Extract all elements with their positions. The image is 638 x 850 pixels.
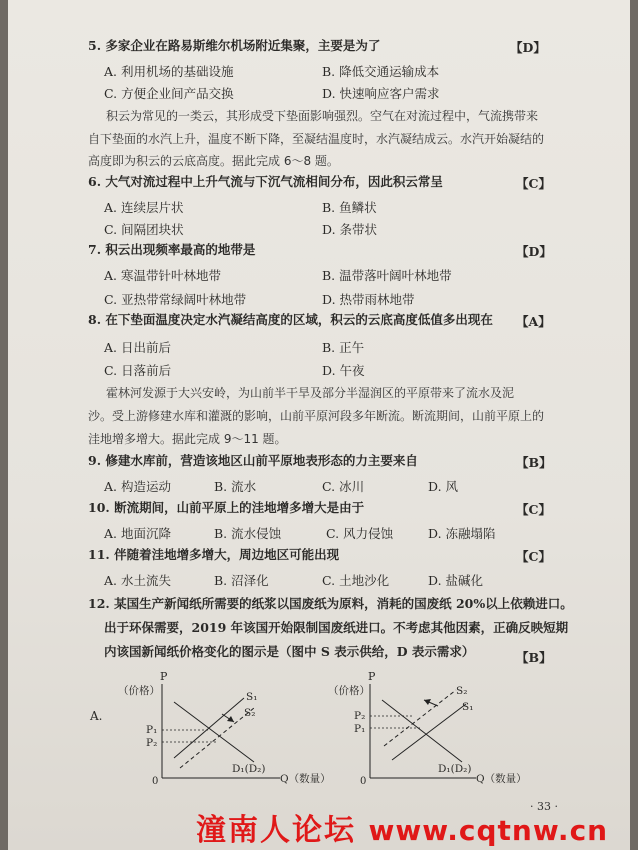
q6-text: 6. 大气对流过程中上升气流与下沉气流相间分布，因此积云常呈	[88, 174, 443, 189]
passage1-line1: 积云为常见的一类云，其形成受下垫面影响强烈。空气在对流过程中，气流携带来	[106, 109, 539, 123]
graph-b-q-label: Q（数量）	[476, 773, 527, 785]
q5-option-c: C. 方便企业间产品交换	[104, 86, 234, 101]
q12-line1: 12. 某国生产新闻纸所需要的纸浆以国废纸为原料，消耗的国废纸 20%以上依赖进口。	[88, 596, 573, 611]
q8-option-b: B. 正午	[322, 340, 365, 355]
watermark	[196, 805, 608, 849]
graph-b-s2-label: S₂	[456, 685, 468, 697]
q5-option-d: D. 快速响应客户需求	[322, 86, 440, 101]
q7-option-c: C. 亚热带常绿阔叶林地带	[104, 292, 247, 307]
q9-option-a: A. 构造运动	[104, 479, 171, 494]
q5-option-b: B. 降低交通运输成本	[322, 64, 440, 79]
q12-line2: 出于环保需要，2019 年该国开始限制国废纸进口。不考虑其他因素，正确反映短期	[104, 620, 569, 635]
graph-b-s1-label: S₁	[462, 701, 474, 713]
q11-answer: 【C】	[516, 549, 551, 564]
q12-answer: 【B】	[516, 650, 552, 665]
q7-option-a: A. 寒温带针叶林地带	[104, 268, 221, 283]
q9-option-d: D. 风	[428, 479, 459, 494]
graph-a-price-label: （价格）	[118, 685, 160, 697]
page-number: · 33 ·	[530, 800, 558, 813]
graph-b-demand-curve	[382, 700, 462, 762]
q8-text: 8. 在下垫面温度决定水汽凝结高度的区域，积云的云底高度低值多出现在	[88, 312, 493, 327]
watermark-text: 潼南人论坛	[196, 813, 356, 848]
q7-option-d: D. 热带雨林地带	[322, 292, 415, 307]
q5-text: 5. 多家企业在路易斯维尔机场附近集聚，主要是为了	[88, 38, 381, 53]
passage1-line2: 自下垫面的水汽上升，温度不断下降，至凝结温度时，水汽凝结成云。水汽开始凝结的	[88, 132, 545, 146]
q11-option-b: B. 沼泽化	[214, 573, 269, 588]
q5-answer: 【D】	[510, 40, 546, 55]
graph-a-p2-label: P₂	[146, 737, 158, 749]
watermark-url: www.cqtnw.cn	[368, 814, 609, 847]
q9-answer: 【B】	[516, 455, 552, 470]
graph-b-arrowhead	[424, 699, 431, 705]
graph-a-arrowhead	[227, 716, 234, 722]
graph-a-origin: 0	[152, 776, 159, 787]
q10-option-b: B. 流水侵蚀	[214, 526, 282, 541]
q10-text: 10. 断流期间，山前平原上的洼地增多增大是由于	[88, 500, 365, 515]
q5-option-a: A. 利用机场的基础设施	[104, 64, 234, 79]
q10-option-c: C. 风力侵蚀	[326, 526, 394, 541]
graph-b-p-label: P	[368, 670, 376, 683]
graph-b-s2-curve	[384, 690, 456, 746]
graph-b-s1-curve	[392, 704, 466, 760]
q10-option-a: A. 地面沉降	[104, 526, 171, 541]
q11-option-a: A. 水土流失	[104, 573, 171, 588]
q6-option-a: A. 连续层片状	[104, 200, 184, 215]
graph-b-d-label: D₁(D₂)	[438, 763, 472, 775]
exam-page	[8, 0, 630, 850]
graph-a-s1-label: S₁	[246, 691, 258, 703]
q11-text: 11. 伴随着洼地增多增大，周边地区可能出现	[88, 547, 340, 562]
graph-a-s2-label: S₂	[244, 707, 256, 719]
q7-text: 7. 积云出现频率最高的地带是	[88, 242, 256, 257]
q11-option-c: C. 土地沙化	[322, 573, 390, 588]
graph-a-p1-label: P₁	[146, 724, 158, 736]
q6-option-b: B. 鱼鳞状	[322, 200, 377, 215]
q12-line3: 内该国新闻纸价格变化的图示是（图中 S 表示供给，D 表示需求）	[104, 644, 475, 659]
q8-option-d: D. 午夜	[322, 363, 365, 378]
q11-option-d: D. 盐碱化	[428, 573, 484, 588]
graph-b-origin: 0	[360, 776, 367, 787]
q10-option-d: D. 冻融塌陷	[428, 526, 496, 541]
q8-option-c: C. 日落前后	[104, 363, 172, 378]
q9-option-b: B. 流水	[214, 479, 257, 494]
q9-option-c: C. 冰川	[322, 479, 365, 494]
q7-answer: 【D】	[516, 244, 552, 259]
q8-option-a: A. 日出前后	[104, 340, 171, 355]
q9-text: 9. 修建水库前，营造该地区山前平原地表形态的力主要来自	[88, 453, 418, 468]
q7-option-b: B. 温带落叶阔叶林地带	[322, 268, 452, 283]
graph-b	[326, 666, 576, 796]
graph-b-p2-label: P₂	[354, 710, 366, 722]
graph-b-p1-label: P₁	[354, 723, 366, 735]
graph-a-demand-curve	[174, 702, 254, 762]
graph-a-option-label: A.	[90, 709, 103, 723]
graph-a-s2-curve	[180, 708, 254, 768]
passage2-line3: 洼地增多增大。据此完成 9～11 题。	[88, 432, 287, 446]
passage2-line2: 沙。受上游修建水库和灌溉的影响，山前平原河段多年断流。断流期间，山前平原上的	[88, 409, 545, 423]
q8-answer: 【A】	[516, 314, 551, 329]
passage2-line1: 霍林河发源于大兴安岭，为山前半干旱及部分半湿润区的平原带来了流水及泥	[106, 386, 515, 400]
graph-a	[84, 666, 344, 796]
q10-answer: 【C】	[516, 502, 551, 517]
q6-option-d: D. 条带状	[322, 222, 378, 237]
q6-answer: 【C】	[516, 176, 551, 191]
graph-b-price-label: （价格）	[328, 685, 370, 697]
q6-option-c: C. 间隔团块状	[104, 222, 184, 237]
graph-a-q-label: Q（数量）	[280, 773, 331, 785]
graph-a-d-label: D₁(D₂)	[232, 763, 266, 775]
passage1-line3: 高度即为积云的云底高度。据此完成 6～8 题。	[88, 154, 339, 168]
graph-a-p-label: P	[160, 670, 168, 683]
